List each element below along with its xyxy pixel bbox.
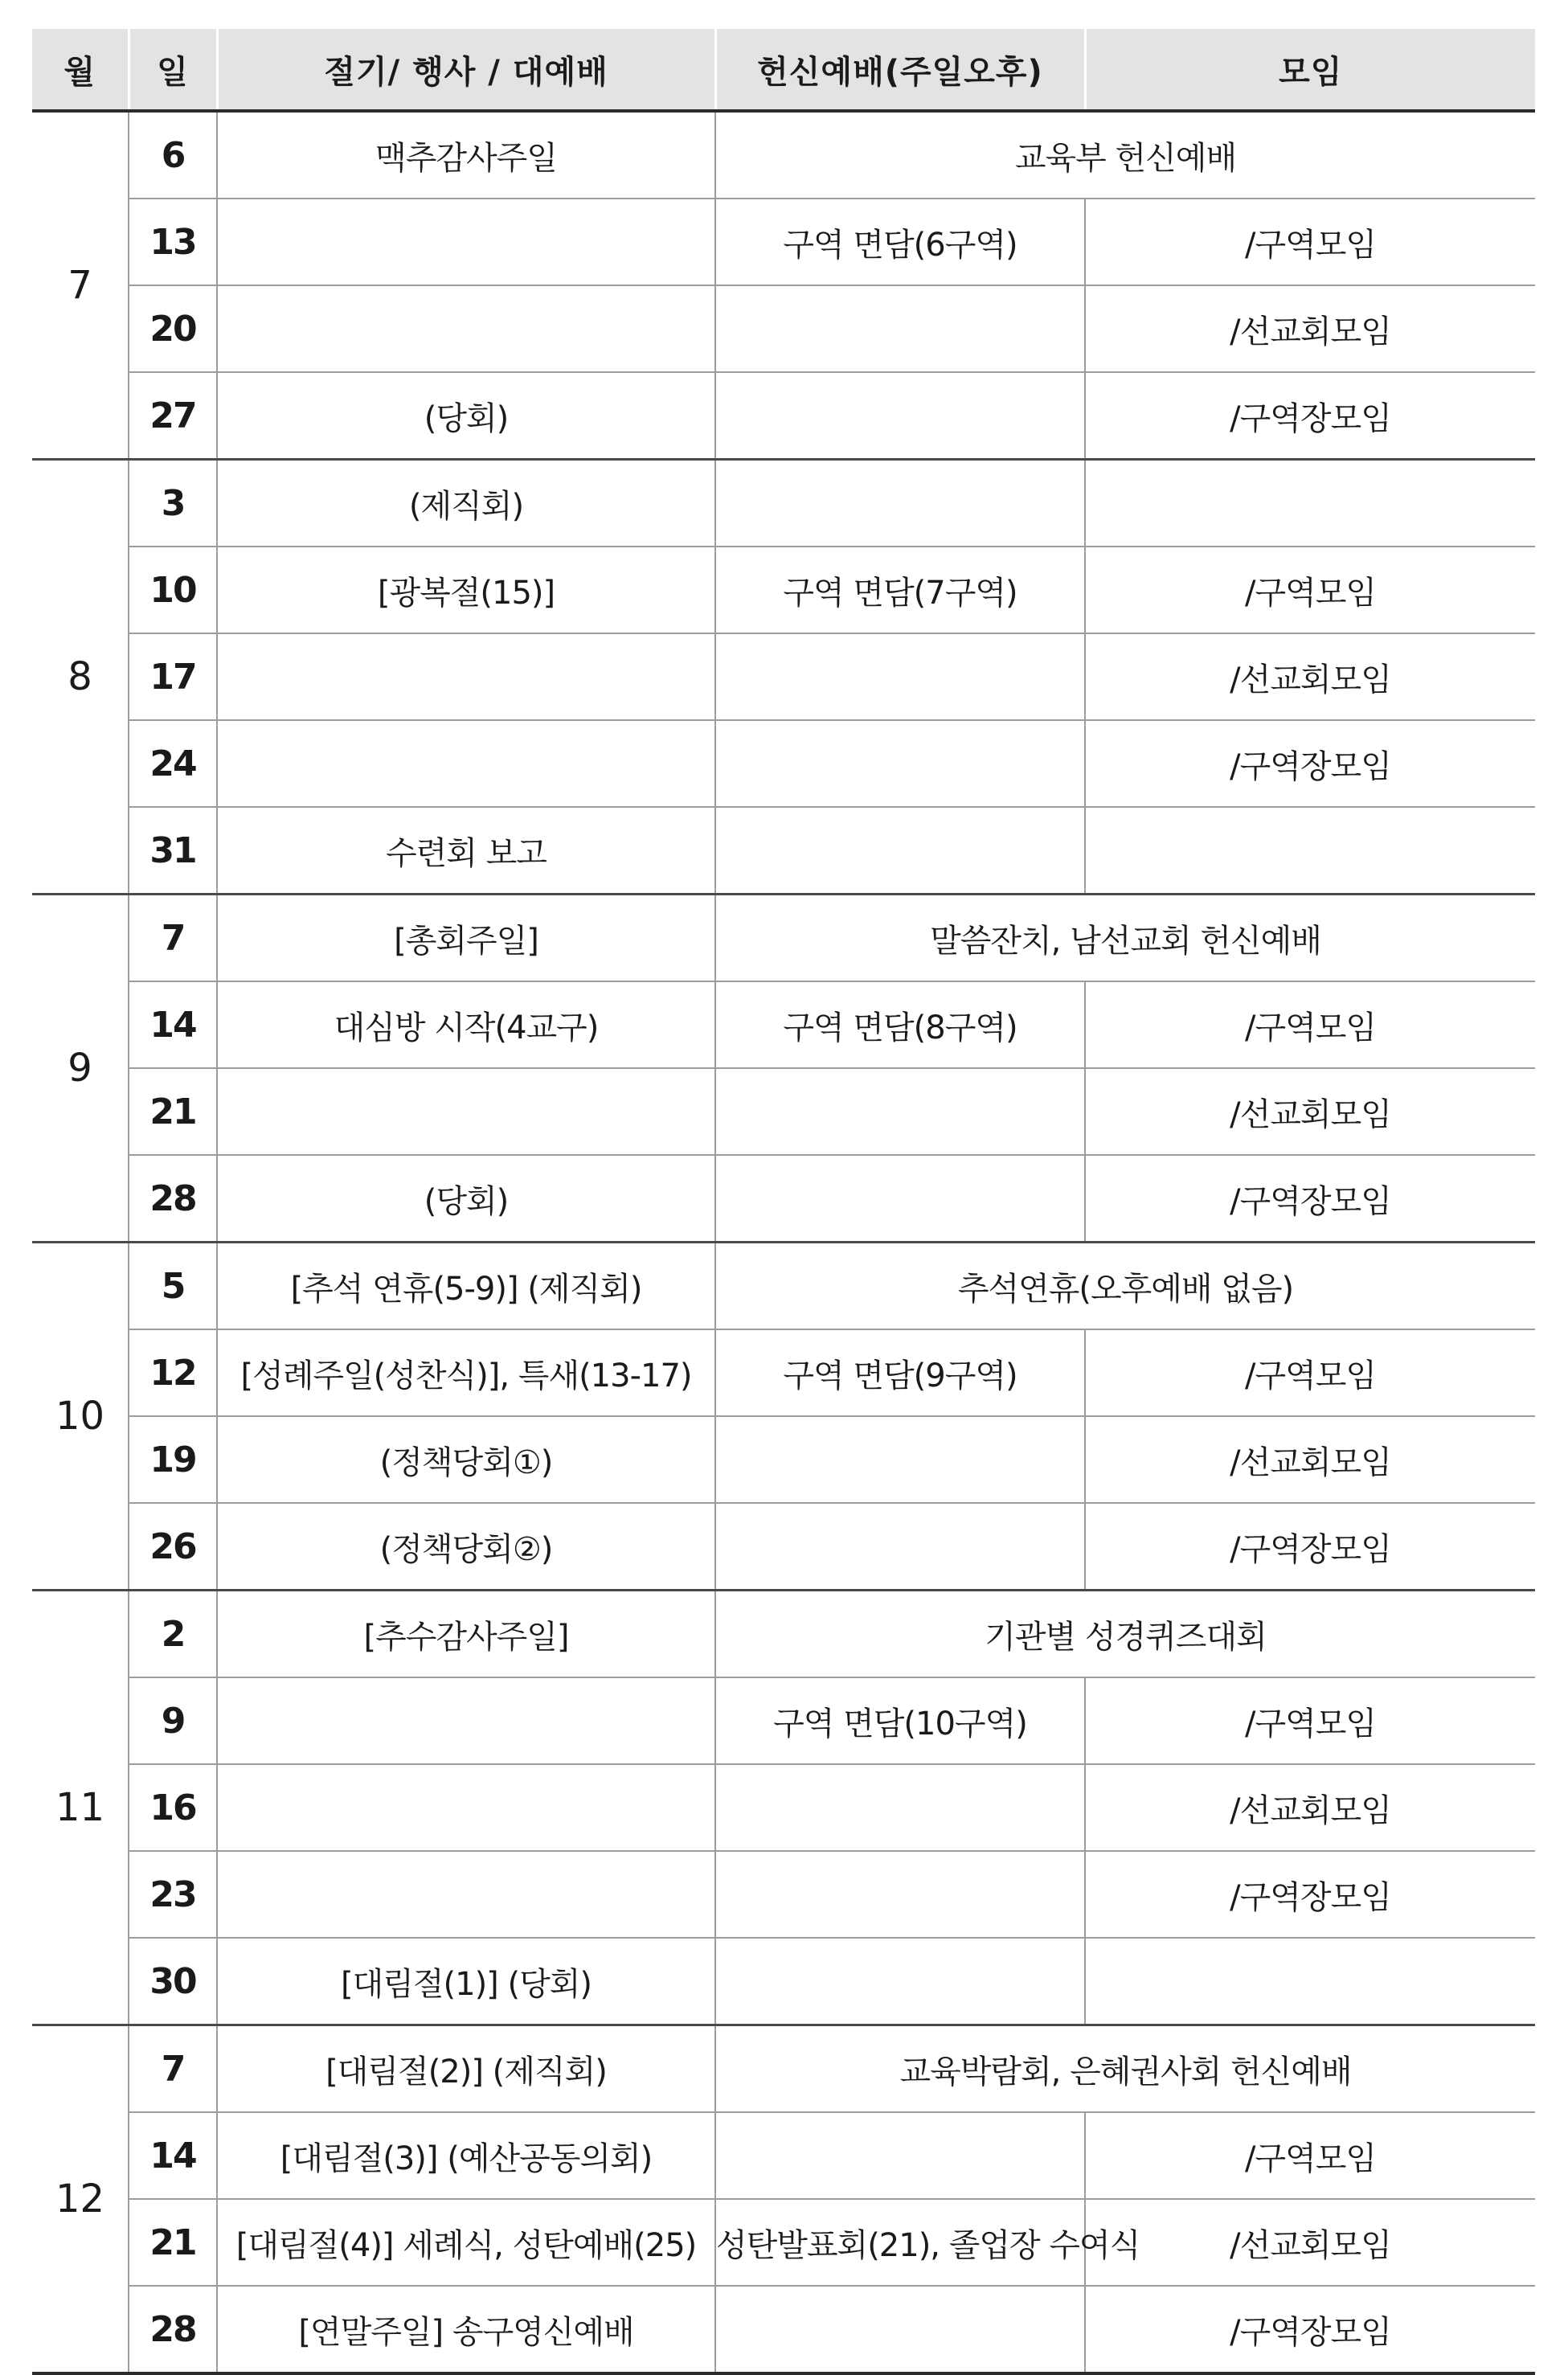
meeting-cell: /선교회모임	[1085, 633, 1535, 720]
month-cell: 10	[32, 1243, 129, 1591]
day-cell: 24	[129, 720, 217, 807]
service-merged-cell: 교육부 헌신예배	[715, 111, 1535, 199]
meeting-cell: /구역장모임	[1085, 1155, 1535, 1243]
day-cell: 6	[129, 111, 217, 199]
meeting-cell	[1085, 460, 1535, 547]
table-row	[32, 2025, 1535, 2113]
day-cell: 2	[129, 1591, 217, 1678]
header-meeting: 모임	[1085, 29, 1535, 111]
event-cell: [대림절(1)] (당회)	[217, 1938, 715, 2025]
day-cell: 3	[129, 460, 217, 547]
service-cell: 구역 면담(8구역)	[715, 981, 1085, 1068]
event-cell: 대심방 시작(4교구)	[217, 981, 715, 1068]
table-row	[32, 285, 1535, 372]
service-cell: 구역 면담(7구역)	[715, 547, 1085, 633]
month-cell: 7	[32, 111, 129, 460]
meeting-cell	[1085, 1938, 1535, 2025]
day-cell: 7	[129, 895, 217, 982]
day-cell: 30	[129, 1938, 217, 2025]
service-cell	[715, 1938, 1085, 2025]
service-cell	[715, 285, 1085, 372]
service-cell: 구역 면담(9구역)	[715, 1329, 1085, 1416]
meeting-cell	[1085, 807, 1535, 895]
table-row	[32, 1155, 1535, 1243]
event-cell	[217, 720, 715, 807]
header-row	[32, 29, 1535, 111]
event-cell	[217, 633, 715, 720]
service-cell	[715, 1764, 1085, 1851]
day-cell: 23	[129, 1851, 217, 1938]
service-cell: 성탄발표회(21), 졸업장 수여식	[715, 2199, 1085, 2286]
event-cell	[217, 1764, 715, 1851]
month-cell: 12	[32, 2025, 129, 2374]
day-cell: 7	[129, 2025, 217, 2113]
service-cell	[715, 2112, 1085, 2199]
table-row	[32, 1591, 1535, 1678]
meeting-cell: /구역장모임	[1085, 2286, 1535, 2373]
header-day: 일	[129, 29, 217, 111]
meeting-cell: /구역장모임	[1085, 1851, 1535, 1938]
event-cell	[217, 285, 715, 372]
day-cell: 27	[129, 372, 217, 460]
day-cell: 9	[129, 1677, 217, 1764]
meeting-cell: /선교회모임	[1085, 2199, 1535, 2286]
service-cell: 구역 면담(6구역)	[715, 199, 1085, 285]
day-cell: 10	[129, 547, 217, 633]
event-cell: 수련회 보고	[217, 807, 715, 895]
header-service: 헌신예배(주일오후)	[715, 29, 1085, 111]
month-cell: 11	[32, 1591, 129, 2025]
meeting-cell: /구역모임	[1085, 981, 1535, 1068]
table-row	[32, 2112, 1535, 2199]
table-row	[32, 2199, 1535, 2286]
day-cell: 17	[129, 633, 217, 720]
meeting-cell: /구역모임	[1085, 1677, 1535, 1764]
event-cell	[217, 199, 715, 285]
event-cell: [추석 연휴(5-9)] (제직회)	[217, 1243, 715, 1330]
meeting-cell: /구역장모임	[1085, 720, 1535, 807]
service-cell	[715, 807, 1085, 895]
meeting-cell: /구역모임	[1085, 1329, 1535, 1416]
table-row	[32, 199, 1535, 285]
event-cell: [연말주일] 송구영신예배	[217, 2286, 715, 2373]
meeting-cell: /구역모임	[1085, 2112, 1535, 2199]
meeting-cell: /선교회모임	[1085, 1416, 1535, 1503]
table-row	[32, 1677, 1535, 1764]
header-event: 절기/ 행사 / 대예배	[217, 29, 715, 111]
table-row	[32, 1938, 1535, 2025]
meeting-cell: /선교회모임	[1085, 1068, 1535, 1155]
day-cell: 5	[129, 1243, 217, 1330]
day-cell: 26	[129, 1503, 217, 1591]
service-merged-cell: 교육박람회, 은혜권사회 헌신예배	[715, 2025, 1535, 2113]
service-cell	[715, 1503, 1085, 1591]
table-row	[32, 547, 1535, 633]
event-cell: [성례주일(성찬식)], 특새(13-17)	[217, 1329, 715, 1416]
service-cell	[715, 720, 1085, 807]
table-row	[32, 460, 1535, 547]
event-cell: [대림절(4)] 세례식, 성탄예배(25)	[217, 2199, 715, 2286]
day-cell: 14	[129, 2112, 217, 2199]
month-cell: 8	[32, 460, 129, 895]
day-cell: 28	[129, 1155, 217, 1243]
event-cell: [총회주일]	[217, 895, 715, 982]
service-cell	[715, 633, 1085, 720]
service-merged-cell: 추석연휴(오후예배 없음)	[715, 1243, 1535, 1330]
table-row	[32, 633, 1535, 720]
event-cell: (제직회)	[217, 460, 715, 547]
day-cell: 14	[129, 981, 217, 1068]
service-cell	[715, 1851, 1085, 1938]
event-cell: (당회)	[217, 1155, 715, 1243]
table-row	[32, 111, 1535, 199]
meeting-cell: /구역장모임	[1085, 1503, 1535, 1591]
service-cell	[715, 2286, 1085, 2373]
table-header	[32, 29, 1535, 111]
service-cell	[715, 1068, 1085, 1155]
event-cell: (정책당회②)	[217, 1503, 715, 1591]
service-cell	[715, 1155, 1085, 1243]
table-row	[32, 981, 1535, 1068]
table-row	[32, 1503, 1535, 1591]
event-cell: 맥추감사주일	[217, 111, 715, 199]
table-row	[32, 1416, 1535, 1503]
schedule-table	[32, 29, 1535, 2375]
schedule-table-wrapper	[32, 29, 1535, 2375]
table-row	[32, 2286, 1535, 2373]
service-merged-cell: 말씀잔치, 남선교회 헌신예배	[715, 895, 1535, 982]
table-row	[32, 807, 1535, 895]
meeting-cell: /선교회모임	[1085, 285, 1535, 372]
day-cell: 28	[129, 2286, 217, 2373]
event-cell: (정책당회①)	[217, 1416, 715, 1503]
table-row	[32, 372, 1535, 460]
event-cell: (당회)	[217, 372, 715, 460]
day-cell: 12	[129, 1329, 217, 1416]
table-row	[32, 1068, 1535, 1155]
meeting-cell: /구역모임	[1085, 199, 1535, 285]
service-cell: 구역 면담(10구역)	[715, 1677, 1085, 1764]
day-cell: 13	[129, 199, 217, 285]
service-cell	[715, 460, 1085, 547]
table-body	[32, 111, 1535, 2373]
event-cell: [대림절(2)] (제직회)	[217, 2025, 715, 2113]
service-cell	[715, 1416, 1085, 1503]
day-cell: 31	[129, 807, 217, 895]
table-row	[32, 720, 1535, 807]
header-month: 월	[32, 29, 129, 111]
event-cell: [대림절(3)] (예산공동의회)	[217, 2112, 715, 2199]
event-cell	[217, 1851, 715, 1938]
event-cell	[217, 1068, 715, 1155]
month-cell: 9	[32, 895, 129, 1243]
event-cell: [광복절(15)]	[217, 547, 715, 633]
table-row	[32, 1329, 1535, 1416]
table-row	[32, 1851, 1535, 1938]
meeting-cell: /구역모임	[1085, 547, 1535, 633]
table-row	[32, 1243, 1535, 1330]
event-cell	[217, 1677, 715, 1764]
service-cell	[715, 372, 1085, 460]
table-row	[32, 1764, 1535, 1851]
service-merged-cell: 기관별 성경퀴즈대회	[715, 1591, 1535, 1678]
meeting-cell: /선교회모임	[1085, 1764, 1535, 1851]
event-cell: [추수감사주일]	[217, 1591, 715, 1678]
day-cell: 21	[129, 1068, 217, 1155]
day-cell: 16	[129, 1764, 217, 1851]
meeting-cell: /구역장모임	[1085, 372, 1535, 460]
day-cell: 21	[129, 2199, 217, 2286]
day-cell: 19	[129, 1416, 217, 1503]
table-row	[32, 895, 1535, 982]
day-cell: 20	[129, 285, 217, 372]
